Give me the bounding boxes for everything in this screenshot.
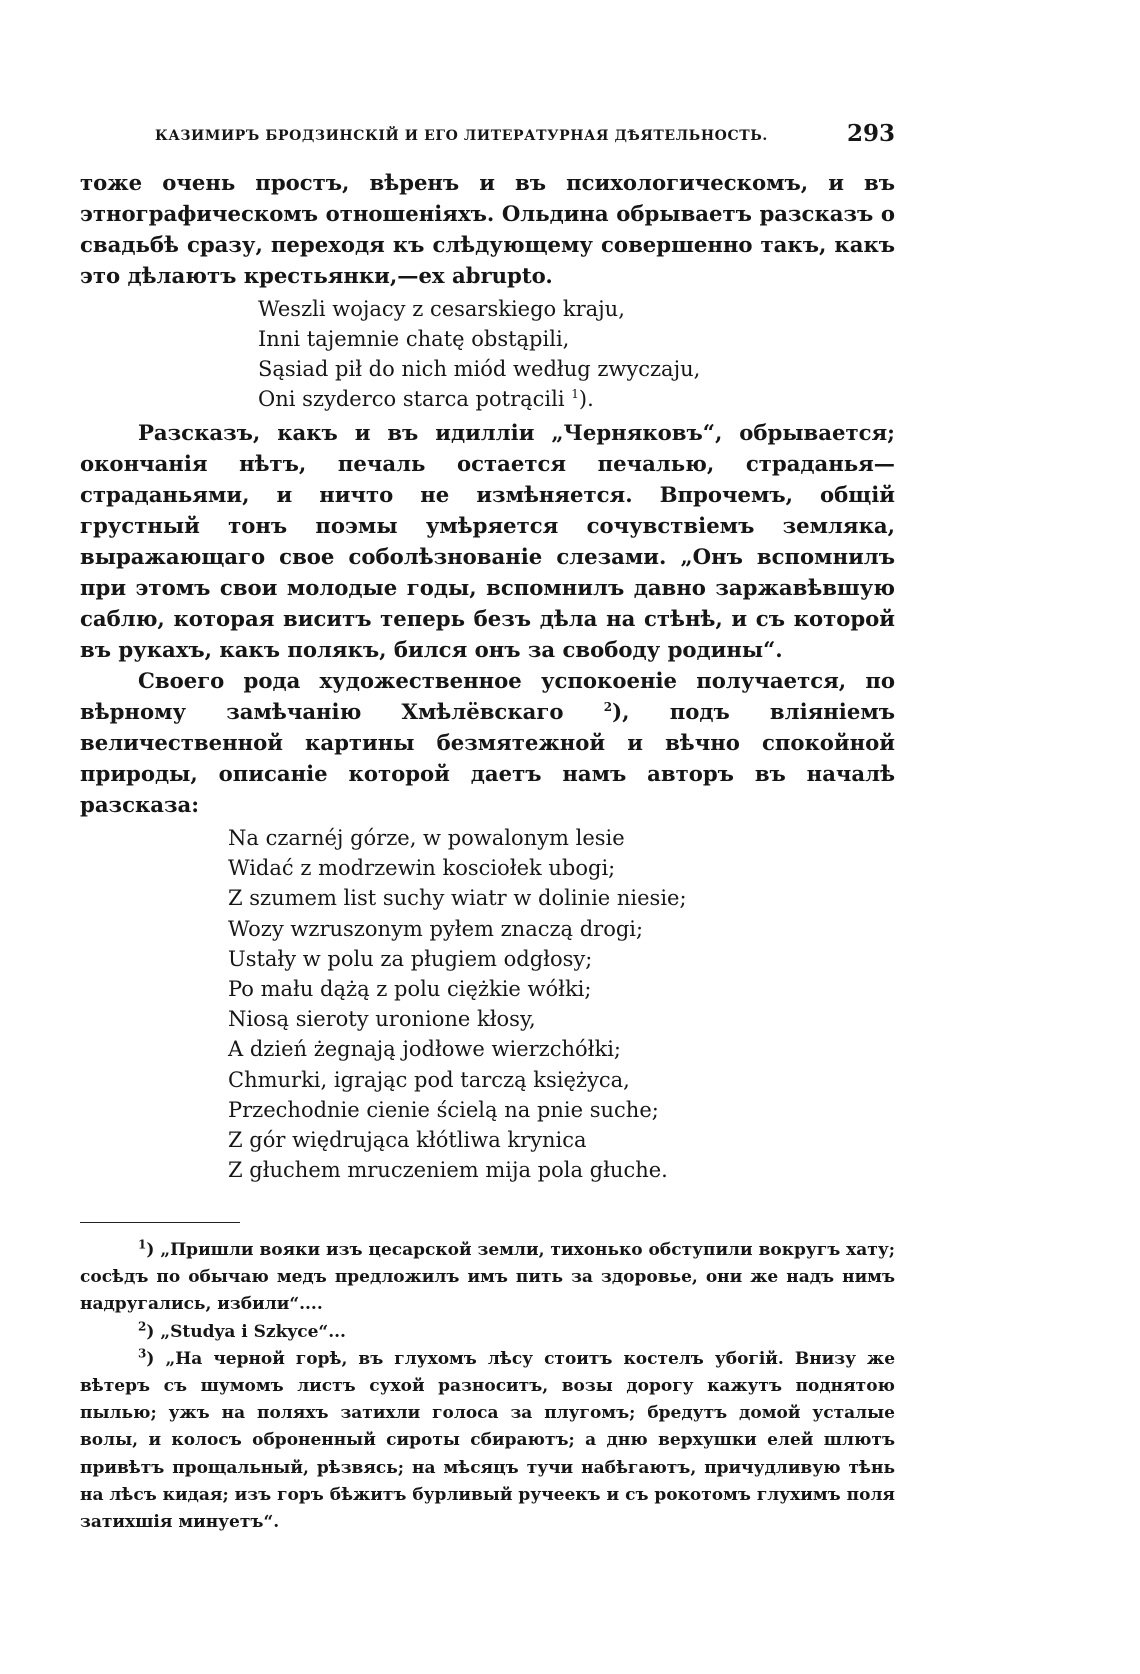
verse2-line: Ustały w polu za pługiem odgłosy;: [228, 946, 593, 971]
paragraph-2: Разсказъ, какъ и въ идилліи „Черняковъ“, обрывается; окончанія нѣтъ, печаль остается печалью, страданья—страданьями, и ничто не измѣняется. Впрочемъ, общій грустный тонъ поэмы умѣряется сочувствіемъ земляка, выражающаго свое соболѣзнованіе слезами. „Онъ вспомнилъ при этомъ свои молодые годы, вспомнилъ давно заржавѣвшую саблю, которая виситъ теперь безъ дѣла на стѣнѣ, и съ которой въ рукахъ, какъ полякъ, бился онъ за свободу родины“.: [80, 420, 895, 662]
verse1-line: Inni tajemnie chatę obstąpili,: [258, 327, 570, 351]
running-head: КАЗИМИРЪ БРОДЗИНСКІЙ И ЕГО ЛИТЕРАТУРНАЯ ДѢЯТЕЛЬНОСТЬ.: [155, 128, 768, 144]
footnote-text: „Studya i Szkyce“...: [160, 1321, 346, 1342]
verse2-line: Z głuchem mruczeniem mija pola głuche.: [228, 1158, 668, 1183]
paragraph-3-start: Своего рода художественное успокоеніе получается, по вѣрному замѣчанію Хмѣлёвскаго: [80, 668, 895, 724]
footnote-2: $^2$) „Studya i Szkyce“...: [138, 1318, 346, 1342]
page-header: [155, 120, 895, 148]
verse2-line: Na czarnéj górze, w powalonym lesie: [228, 826, 625, 850]
verse1-line: Weszli wojacy z cesarskiego kraju,: [258, 297, 625, 321]
paragraph-1: тоже очень простъ, вѣренъ и въ психологическомъ, и въ этнографическомъ отношеніяхъ. Ольдина обрываетъ разсказъ о свадьбѣ сразу, переходя къ слѣдующему совершенно такъ, какъ это дѣлаютъ крестьянки,—ex abrupto.: [80, 170, 895, 288]
verse2-line: Przechodnie cienie ścielą na pnie suche;: [228, 1097, 659, 1122]
paragraph-3-end: ), подъ вліяніемъ величественной картины безмятежной и вѣчно спокойной природы, описаніе которой даетъ намъ авторъ въ началѣ разсказа:: [80, 699, 895, 817]
verse2-line: A dzień żegnają jodłowe wierzchółki;: [228, 1037, 621, 1062]
footnote-ref-1: 1: [571, 387, 579, 401]
footnote-marker: 1: [138, 1237, 147, 1252]
footnote-marker: 2: [138, 1318, 147, 1333]
polish-verse-2: [80, 823, 895, 1185]
polish-verse-1: [80, 294, 895, 414]
verse2-line: Chmurki, igrając pod tarczą księżyca,: [228, 1067, 630, 1092]
footnote-text: „Пришли вояки изъ цесарской земли, тихонько обступили вокругъ хату; сосѣдъ по обычаю медъ предложилъ имъ пить за здоровье, они же надъ нимъ надругались, избили“....: [80, 1240, 895, 1315]
footnote-divider: [80, 1222, 240, 1223]
verse2-line: Po mału dążą z polu ciężkie wółki;: [228, 977, 592, 1002]
verse1-line: Sąsiad pił do nich miód według zwyczaju,: [258, 357, 701, 381]
main-text: [80, 167, 895, 1188]
footnote-3: $^3$) „На черной горѣ, въ глухомъ лѣсу стоитъ костелъ убогій. Внизу же вѣтеръ съ шумомъ листъ сухой разноситъ, возы дорогу кажутъ поднятою пылью; ужъ на поляхъ затихли голоса за плугомъ; бредутъ домой усталые волы, и колосъ оброненный сироты сбираютъ; а дню верхушки елей шлютъ привѣтъ прощальный, рѣзвясь; на мѣсяцъ тучи набѣгаютъ, причудливую тѣнь на лѣсъ кидая; изъ горъ бѣжитъ бурливый ручеекъ и съ рокотомъ глухимъ поля затихшія минуетъ“.: [80, 1346, 896, 1533]
verse2-line: Wozy wzruszonym pyłem znaczą drogi;: [228, 916, 644, 941]
footnote-text: „На черной горѣ, въ глухомъ лѣсу стоитъ костелъ убогій. Внизу же вѣтеръ съ шумомъ листъ сухой разноситъ, возы дорогу кажутъ поднятою пылью; ужъ на поляхъ затихли голоса за плугомъ; бредутъ домой усталые волы, и колосъ оброненный сироты сбираютъ; а дню верхушки елей шлютъ привѣтъ прощальный, рѣзвясь; на мѣсяцъ тучи набѣгаютъ, причудливую тѣнь на лѣсъ кидая; изъ горъ бѣжитъ бурливый ручеекъ и съ рокотомъ глухимъ поля затихшія минуетъ“.: [80, 1348, 896, 1533]
verse1-line-end: ).: [578, 387, 594, 411]
verse2-line: Z gór więdrująca kłótliwa krynica: [228, 1128, 587, 1153]
footnote-marker: 3: [138, 1346, 147, 1361]
paragraph-3: [80, 665, 895, 820]
footnote-ref-2: 2: [603, 699, 613, 714]
verse1-line: [258, 384, 895, 414]
verse2-line: Z szumem list suchy wiatr w dolinie niesie;: [228, 886, 687, 911]
verse2-line: Niosą sieroty uronione kłosy,: [228, 1007, 536, 1032]
verse1-line-text: Oni szyderco starca potrącili: [258, 387, 565, 411]
page-number: 293: [846, 120, 895, 147]
footnotes: [80, 1237, 895, 1536]
verse2-line: Widać z modrzewin kosciołek ubogi;: [228, 856, 616, 881]
footnote-1: $^1$) „Пришли вояки изъ цесарской земли, тихонько обступили вокругъ хату; сосѣдъ по обычаю медъ предложилъ имъ пить за здоровье, они же надъ нимъ надругались, избили“....: [80, 1237, 895, 1315]
